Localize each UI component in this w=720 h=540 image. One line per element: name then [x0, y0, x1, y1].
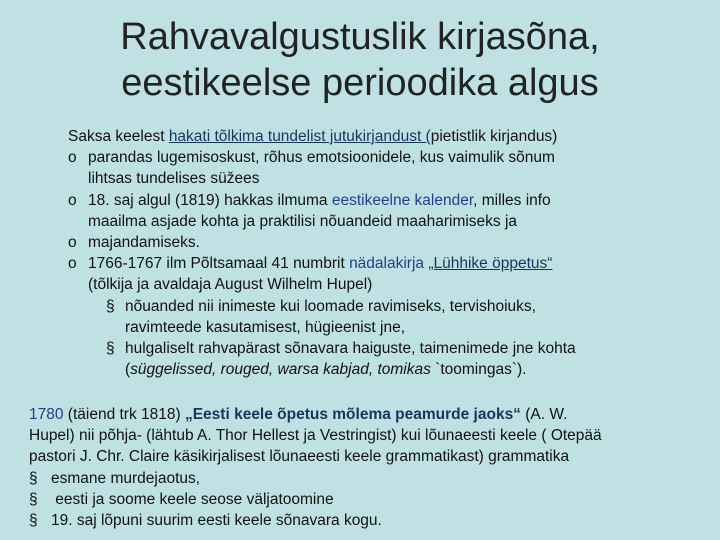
grammar-text: (täiend trk 1818): [63, 406, 185, 423]
sub-bullet-2: [68, 338, 708, 359]
item-marker: §: [29, 512, 38, 530]
bullet-4-highlight: nädalakirja: [349, 255, 429, 273]
grammar-item-2: [29, 489, 709, 510]
grammar-author: (A. W.: [520, 406, 568, 423]
sub-bullet-marker: §: [106, 340, 115, 358]
sub-bullet-2-cont: [68, 359, 708, 380]
bullet-1-cont: lihtsas tundelises süžees: [88, 170, 260, 188]
year: 1780: [29, 406, 64, 423]
intro-link[interactable]: hakati tõlkima tundelist jutukirjandust (: [168, 128, 431, 145]
paren-close: `toomingas`).: [430, 361, 527, 379]
grammar-item-3: [29, 510, 709, 531]
intro-tail: pietistlik kirjandus): [430, 128, 558, 145]
intro-line: [68, 126, 708, 147]
bullet-4-text: 1766-1767 ilm Põltsamaal 41 numbrit: [88, 255, 350, 273]
grammar-item-3-text: 19. saj lõpuni suurim eesti keele sõnavara kogu.: [51, 512, 382, 530]
bullet-marker: o: [68, 191, 77, 209]
bullet-4-link[interactable]: „Lühhike öppetus“: [428, 255, 553, 273]
bullet-3-text: majandamiseks.: [88, 234, 200, 252]
bullet-2-cont: maailma asjade kohta ja praktilisi nõuandeid maaharimiseks ja: [88, 212, 518, 230]
sub-bullet-marker: §: [106, 297, 115, 315]
grammar-item-1-text: esmane murdejaotus,: [51, 469, 201, 487]
sub-bullet-1: [68, 296, 708, 317]
main-content: [68, 126, 708, 380]
grammar-line-2: Hupel) nii põhja- (lähtub A. Thor Hellest ja Vestringist) kui lõunaeesti keele ( Otepää: [29, 427, 602, 445]
bullet-marker: o: [68, 149, 77, 167]
bullet-1: [68, 147, 708, 168]
item-marker: §: [29, 490, 38, 508]
slide-title: [0, 14, 720, 106]
grammar-item-2-text: eesti ja soome keele seose väljatoomine: [51, 490, 334, 508]
bullet-marker: o: [68, 255, 77, 273]
grammar-title: „Eesti keele õpetus mõlema peamurde jaoks“: [184, 406, 521, 423]
bullet-2-tail: , milles info: [473, 191, 551, 209]
grammar-section: [29, 404, 709, 531]
bullet-1-text: parandas lugemisoskust, rõhus emotsioonidele, kus vaimulik sõnum: [88, 149, 555, 167]
bullet-2-text: 18. saj algul (1819) hakkas ilmuma: [88, 191, 332, 209]
bullet-2-highlight: eestikeelne kalender: [331, 191, 474, 209]
bullet-4-cont: (tõlkija ja avaldaja August Wilhelm Hupel): [88, 276, 373, 294]
grammar-line-1: [29, 404, 709, 425]
sub-bullet-2-text: hulgaliselt rahvapärast sõnavara haiguste, taimenimede jne kohta: [125, 340, 576, 358]
intro-text: Saksa keelest: [68, 128, 169, 145]
dialect-words: süggelissed, rouged, warsa kabjad, tomikas: [130, 361, 431, 379]
title-line-1: Rahvavalgustuslik kirjasõna,: [120, 16, 600, 58]
sub-bullet-1-text: nõuanded nii inimeste kui loomade ravimiseks, tervishoiuks,: [125, 297, 536, 315]
bullet-4: [68, 253, 708, 274]
bullet-2: [68, 190, 708, 211]
bullet-3: [68, 232, 708, 253]
sub-bullet-1-cont: ravimteede kasutamisest, hügieenist jne,: [125, 318, 406, 336]
bullet-marker: o: [68, 234, 77, 252]
title-line-2: eestikeelse perioodika algus: [121, 62, 599, 104]
grammar-line-3: pastori J. Chr. Claire käsikirjalisest lõunaeesti keele grammatikast) grammatika: [29, 448, 570, 466]
paren-open: (: [125, 361, 131, 379]
item-marker: §: [29, 469, 38, 487]
grammar-item-1: [29, 468, 709, 489]
